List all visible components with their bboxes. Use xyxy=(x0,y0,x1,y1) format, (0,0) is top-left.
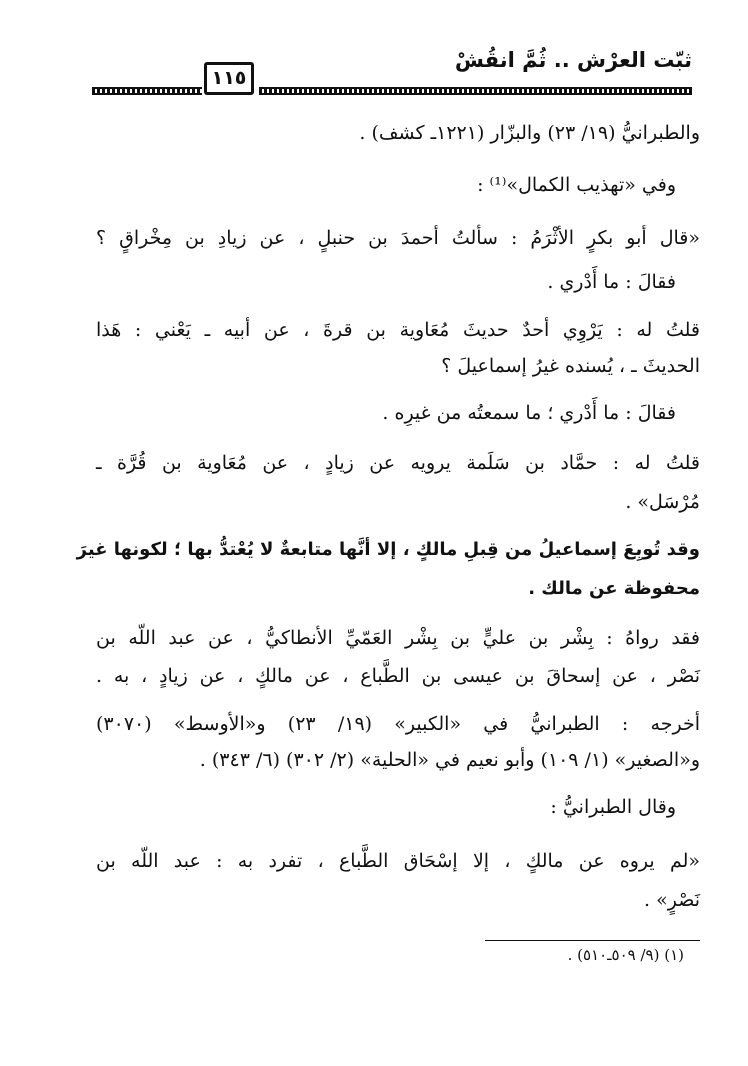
text-line: الحديثَ ـ ، يُسنده غيرُ إسماعيلَ ؟ xyxy=(441,355,700,377)
text-line: «قال أبو بكرٍ الأثْرَمُ : سألتُ أحمدَ بن حنبلٍ ، عن زيادِ بن مِخْراقٍ ؟ xyxy=(96,227,700,249)
text-line: فقالَ : ما أَدْري ؛ ما سمعتُه من غيرِه . xyxy=(382,402,676,424)
decorative-rule-right xyxy=(259,87,692,95)
text-line: نَصْر ، عن إسحاقَ بن عيسى بن الطَّباع ، عن مالكٍ ، عن زيادٍ ، به . xyxy=(96,665,700,687)
text-line-bold: وقد تُوبِعَ إسماعيلُ من قِبلِ مالكٍ ، إلا أنَّها متابعةٌ لا يُعْتدُّ بها ؛ لكونها غيرَ xyxy=(76,539,700,560)
text-line: وفي «تهذيب الكمال»⁽¹⁾ : xyxy=(477,174,676,196)
text-line: قلتُ له : يَرْوِي أحدٌ حديثَ مُعَاوية بن قرةَ ، عن أبيه ـ يَعْني : هَذا xyxy=(96,319,700,341)
running-header xyxy=(92,40,692,102)
running-title: ثبّت العرْش .. ثُمَّ انقُشْ xyxy=(454,48,692,72)
text-line: نَصْرٍ» . xyxy=(644,889,700,911)
footnote-divider xyxy=(485,940,700,941)
text-line-bold: محفوظة عن مالك . xyxy=(528,578,700,599)
text-line: «لم يروه عن مالكٍ ، إلا إسْحَاق الطَّباع ، تفرد به : عبد اللّه بن xyxy=(96,850,700,872)
page-number: ١١٥ xyxy=(204,62,254,95)
text-line: قلتُ له : حمَّاد بن سَلَمة يرويه عن زيادٍ ، عن مُعَاوية بن قُرَّة ـ xyxy=(96,452,700,474)
text-line: فقد رواهُ : بِشْر بن عليٍّ بن بِشْر العَمّيِّ الأنطاكيُّ ، عن عبد اللّه بن xyxy=(96,627,700,649)
text-line: أخرجه : الطبرانيُّ في «الكبير» (١٩/ ٢٣) و«الأوسط» (٣٠٧٠) xyxy=(96,713,700,735)
text-line: و«الصغير» (١/ ١٠٩) وأبو نعيم في «الحلية» (٢/ ٣٠٢) (٦/ ٣٤٣) . xyxy=(199,749,700,771)
text-line: والطبرانيُّ (١٩/ ٢٣) والبزّار (١٢٢١ـ كشف) . xyxy=(359,122,700,144)
text-line: مُرْسَل» . xyxy=(625,491,700,513)
text-line: وقال الطبرانيُّ : xyxy=(550,796,676,818)
text-line: فقالَ : ما أَدْري . xyxy=(547,271,676,293)
decorative-rule-left xyxy=(92,87,202,95)
footnote: (١) (٩/ ٥٠٩ـ٥١٠) . xyxy=(567,946,684,964)
